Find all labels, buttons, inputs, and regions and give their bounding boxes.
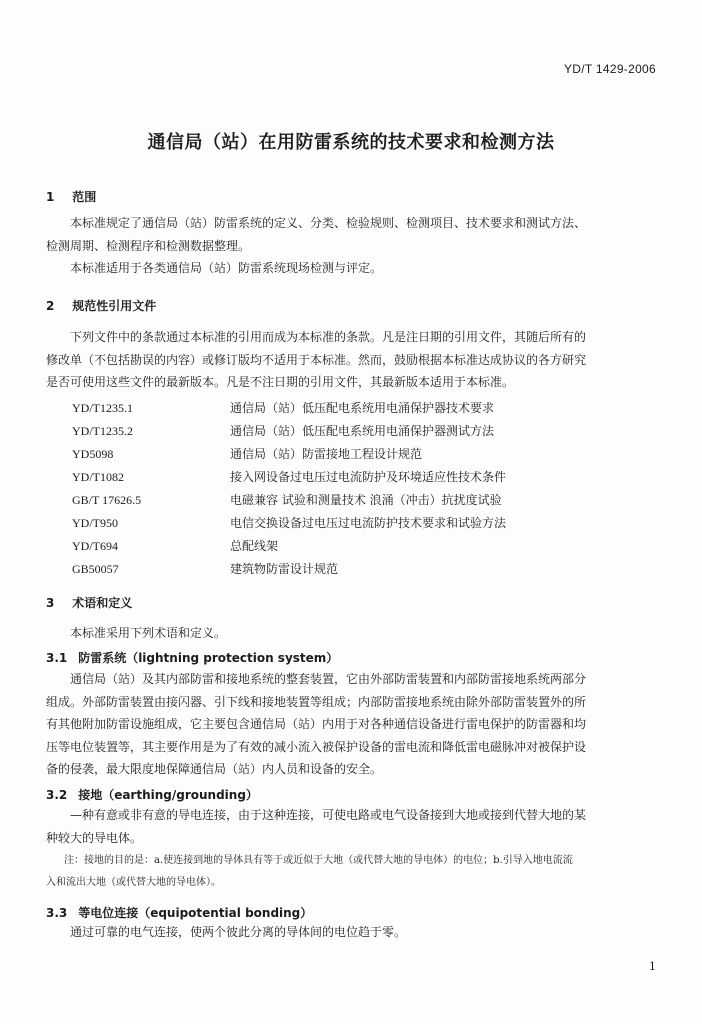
paragraph-line: 修改单（不包括勘误的内容）或修订版均不适用于本标准。然而，鼓励根据本标准达成协议的各方研究 (46, 352, 587, 367)
reference-code: YD/T694 (72, 539, 118, 553)
reference-code: YD5098 (72, 447, 114, 461)
section-3-intro: 本标准采用下列术语和定义。 (70, 626, 227, 640)
reference-title: 通信局（站）防雷接地工程设计规范 (230, 447, 423, 461)
paragraph-line: 本标准适用于各类通信局（站）防雷系统现场检测与评定。 (70, 261, 383, 275)
term-3-2-body (46, 804, 586, 849)
term-number: 3.2 (46, 788, 68, 802)
section-3-heading (46, 594, 132, 611)
section-number: 3 (46, 596, 55, 610)
document-title: 通信局（站）在用防雷系统的技术要求和检测方法 (147, 132, 555, 153)
paragraph-line: 通信局（站）及其内部防雷和接地系统的整套装置，它由外部防雷装置和内部防雷接地系统两部分 (70, 672, 587, 686)
reference-title: 建筑物防雷设计规范 (230, 562, 339, 576)
term-title: 等电位连接（equipotential bonding） (78, 906, 313, 920)
paragraph-line: 通过可靠的电气连接，使两个彼此分离的导体间的电位趋于零。 (70, 925, 407, 939)
reference-title: 接入网设备过电压过电流防护及环境适应性技术条件 (230, 470, 507, 484)
section-1-heading (46, 188, 96, 205)
term-3-1-body (46, 668, 586, 781)
paragraph-line: 种较大的导电体。 (46, 830, 143, 845)
term-3-2-heading (46, 786, 258, 803)
section-1-body (46, 212, 586, 280)
term-3-3-heading (46, 904, 312, 921)
standard-code: YD/T 1429-2006 (563, 62, 656, 76)
section-title: 范围 (72, 190, 97, 204)
note-line: 入和流出大地（或代替大地的导电体）。 (46, 877, 221, 888)
paragraph-line: 有其他附加防雷设施组成，它主要包含通信局（站）内用于对各种通信设备进行雷电保护的防雷器和均 (46, 717, 587, 731)
reference-code: GB50057 (72, 562, 119, 576)
term-number: 3.3 (46, 906, 68, 920)
paragraph-line: —种有意或非有意的导电连接，由于这种连接，可使电路或电气设备接到大地或接到代替大地的某 (70, 808, 587, 822)
reference-code: YD/T1235.2 (72, 424, 133, 438)
reference-code: YD/T1235.1 (72, 401, 133, 415)
section-title: 术语和定义 (72, 596, 133, 610)
section-title: 规范性引用文件 (72, 299, 157, 313)
paragraph-line: 下列文件中的条款通过本标准的引用而成为本标准的条款。凡是注日期的引用文件，其随后所有的 (70, 330, 587, 344)
paragraph-line: 是否可使用这些文件的最新版本。凡是不注日期的引用文件，其最新版本适用于本标准。 (46, 375, 515, 389)
section-number: 2 (46, 299, 55, 313)
reference-title: 总配线架 (230, 539, 279, 553)
section-2-body (46, 326, 586, 394)
section-2-heading (46, 297, 156, 314)
reference-title: 通信局（站）低压配电系统用电涌保护器测试方法 (230, 424, 495, 438)
page-number: 1 (649, 960, 656, 973)
note-line: 注：接地的目的是：a.使连接到地的导体具有等于或近似于大地（或代替大地的导电体）的电位；b.引导入地电流流 (64, 855, 573, 866)
reference-title: 通信局（站）低压配电系统用电涌保护器技术要求 (230, 401, 495, 415)
paragraph-line: 压等电位装置等，其主要作用是为了有效的减小流入被保护设备的雷电流和降低雷电磁脉冲对被保护设 (46, 739, 587, 754)
reference-code: YD/T950 (72, 516, 118, 530)
paragraph-line: 备的侵袭，最大限度地保障通信局（站）内人员和设备的安全。 (46, 762, 383, 776)
term-title: 接地（earthing/grounding） (78, 788, 258, 802)
term-3-3-body (46, 921, 406, 944)
term-3-2-note (46, 850, 573, 894)
section-number: 1 (46, 190, 55, 204)
term-title: 防雷系统（lightning protection system） (78, 651, 339, 665)
paragraph-line: 检测周期、检测程序和检测数据整理。 (46, 238, 251, 253)
paragraph-line: 本标准规定了通信局（站）防雷系统的定义、分类、检验规则、检测项目、技术要求和测试方法、 (70, 216, 587, 230)
term-3-1-heading (46, 649, 338, 666)
reference-code: GB/T 17626.5 (72, 493, 142, 507)
paragraph-line: 组成。外部防雷装置由接闪器、引下线和接地装置等组成；内部防雷接地系统由除外部防雷装置外的所 (46, 694, 587, 709)
term-number: 3.1 (46, 651, 68, 665)
reference-title: 电信交换设备过电压过电流防护技术要求和试验方法 (230, 516, 507, 530)
reference-title: 电磁兼容 试验和测量技术 浪涌（冲击）抗扰度试验 (230, 493, 502, 507)
reference-code: YD/T1082 (72, 470, 124, 484)
